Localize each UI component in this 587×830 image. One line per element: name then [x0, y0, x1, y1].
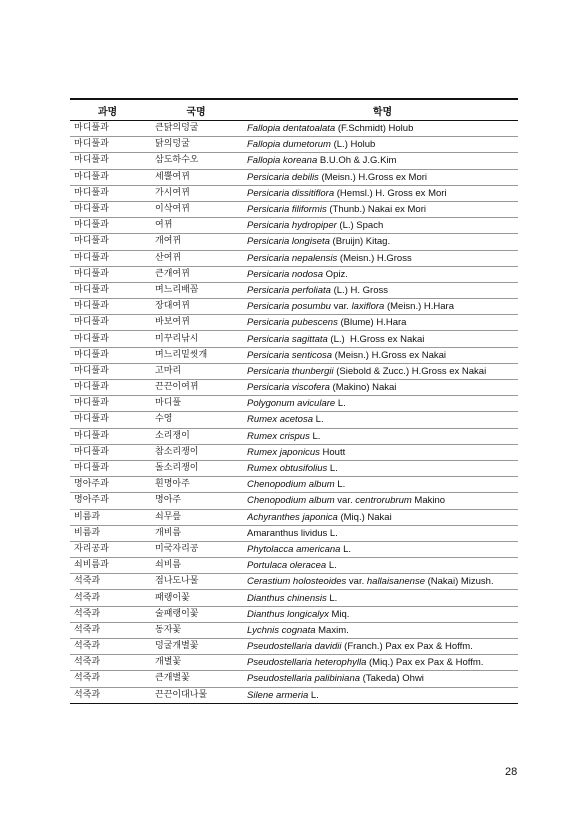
- cell-scientific-name: [247, 428, 518, 444]
- table-row: [70, 169, 518, 185]
- scientific-name-text: Makino: [411, 495, 446, 507]
- table-row: [70, 234, 518, 250]
- scientific-name-italic: Silene armeria: [247, 689, 309, 701]
- scientific-name-italic: Rumex japonicus: [247, 446, 320, 458]
- scientific-name-text: L.: [335, 398, 346, 410]
- table-row: [70, 509, 518, 525]
- cell-scientific-name: [247, 590, 518, 606]
- cell-korean-name: 삼도하수오: [145, 153, 247, 169]
- cell-family: 명아주과: [70, 493, 145, 509]
- table-row: [70, 428, 518, 444]
- scientific-name-text: L.: [327, 463, 338, 475]
- cell-family: 쇠비름과: [70, 558, 145, 574]
- cell-family: 석죽과: [70, 639, 145, 655]
- cell-family: 마디풀과: [70, 428, 145, 444]
- scientific-name-italic: Persicaria filiformis: [247, 204, 327, 216]
- cell-scientific-name: [247, 250, 518, 266]
- scientific-name-text: (Miq.) Pax ex Pax & Hoffm.: [366, 657, 484, 669]
- scientific-name-text: L.: [334, 479, 346, 491]
- cell-family: 석죽과: [70, 622, 145, 638]
- cell-scientific-name: [247, 234, 518, 250]
- scientific-name-text: Opiz.: [323, 268, 348, 280]
- cell-scientific-name: [247, 509, 518, 525]
- header-korean-name: 국명: [145, 99, 247, 121]
- cell-family: 마디풀과: [70, 234, 145, 250]
- cell-korean-name: 덩굴개별꽃: [145, 639, 247, 655]
- scientific-name-italic: Dianthus chinensis: [247, 592, 327, 604]
- cell-korean-name: 미꾸리낚시: [145, 331, 247, 347]
- scientific-name-italic: Dianthus longicalyx: [247, 608, 329, 620]
- cell-family: 마디풀과: [70, 201, 145, 217]
- scientific-name-text: B.U.Oh & J.G.Kim: [317, 155, 397, 167]
- scientific-name-text: var.: [346, 576, 367, 588]
- cell-korean-name: 수영: [145, 412, 247, 428]
- scientific-name-italic: Persicaria hydropiper: [247, 220, 337, 232]
- table-row: [70, 218, 518, 234]
- scientific-name-italic: Rumex acetosa: [247, 414, 314, 426]
- cell-korean-name: 미국자리공: [145, 541, 247, 557]
- scientific-name-italic: Persicaria dissitiflora: [247, 187, 335, 199]
- cell-family: 자리공과: [70, 541, 145, 557]
- cell-korean-name: 흰명아주: [145, 477, 247, 493]
- cell-korean-name: 개여뀌: [145, 234, 247, 250]
- scientific-name-text: L.: [309, 430, 321, 442]
- cell-korean-name: 술패랭이꽃: [145, 606, 247, 622]
- cell-scientific-name: [247, 380, 518, 396]
- cell-scientific-name: [247, 671, 518, 687]
- table-header: [70, 99, 518, 121]
- table-row: [70, 396, 518, 412]
- cell-korean-name: 끈끈이여뀌: [145, 380, 247, 396]
- scientific-name-italic: Pseudostellaria davidii: [247, 641, 342, 653]
- cell-korean-name: 산여뀌: [145, 250, 247, 266]
- scientific-name-text: L.: [313, 414, 324, 426]
- cell-korean-name: 큰개별꽃: [145, 671, 247, 687]
- table-row: [70, 622, 518, 638]
- cell-korean-name: 동자꽃: [145, 622, 247, 638]
- cell-scientific-name: [247, 606, 518, 622]
- scientific-name-italic: Cerastium holosteoides: [247, 576, 347, 588]
- cell-korean-name: 큰개여뀌: [145, 266, 247, 282]
- table-row: [70, 121, 518, 137]
- cell-scientific-name: [247, 396, 518, 412]
- scientific-name-italic: Persicaria perfoliata: [247, 284, 331, 296]
- cell-family: 마디풀과: [70, 169, 145, 185]
- cell-korean-name: 쇠무릎: [145, 509, 247, 525]
- cell-scientific-name: [247, 218, 518, 234]
- cell-scientific-name: [247, 363, 518, 379]
- cell-scientific-name: [247, 558, 518, 574]
- scientific-name-text: L.: [326, 592, 338, 604]
- scientific-name-text: (L.) Holub: [330, 139, 376, 151]
- cell-scientific-name: [247, 153, 518, 169]
- scientific-name-text: (Meisn.) H.Hara: [384, 301, 454, 313]
- scientific-name-italic: Fallopia dentatoalata: [247, 123, 336, 135]
- table-row: [70, 201, 518, 217]
- scientific-name-italic: Persicaria debilis: [247, 171, 319, 183]
- table-row: [70, 299, 518, 315]
- cell-korean-name: 끈끈이대나물: [145, 687, 247, 703]
- scientific-name-italic: Persicaria posumbu: [247, 301, 331, 313]
- table-row: [70, 477, 518, 493]
- species-table-wrapper: [70, 98, 518, 704]
- cell-korean-name: 세뿔여뀌: [145, 169, 247, 185]
- header-family: 과명: [70, 99, 145, 121]
- table-row: [70, 460, 518, 476]
- cell-family: 석죽과: [70, 574, 145, 590]
- cell-korean-name: 명아주: [145, 493, 247, 509]
- cell-family: 마디풀과: [70, 347, 145, 363]
- cell-family: 비름과: [70, 525, 145, 541]
- cell-family: 석죽과: [70, 687, 145, 703]
- cell-scientific-name: [247, 655, 518, 671]
- page-number: 28: [505, 766, 518, 778]
- cell-korean-name: 가시여뀌: [145, 185, 247, 201]
- cell-scientific-name: [247, 412, 518, 428]
- cell-family: 마디풀과: [70, 185, 145, 201]
- table-row: [70, 380, 518, 396]
- scientific-name-text: Miq.: [328, 608, 350, 620]
- scientific-name-italic: Chenopodium album: [247, 479, 335, 491]
- scientific-name-text: Amaranthus lividus L.: [247, 527, 338, 539]
- table-row: [70, 412, 518, 428]
- table-row: [70, 671, 518, 687]
- cell-family: 비름과: [70, 509, 145, 525]
- scientific-name-italic: Pseudostellaria palibiniana: [247, 673, 361, 685]
- cell-family: 마디풀과: [70, 282, 145, 298]
- cell-korean-name: 개별꽃: [145, 655, 247, 671]
- cell-family: 석죽과: [70, 671, 145, 687]
- cell-family: 마디풀과: [70, 137, 145, 153]
- scientific-name-italic: Lychnis cognata: [247, 624, 316, 636]
- cell-scientific-name: [247, 493, 518, 509]
- scientific-name-italic: Persicaria nepalensis: [247, 252, 338, 264]
- cell-korean-name: 큰닭의덩굴: [145, 121, 247, 137]
- scientific-name-italic: Persicaria longiseta: [247, 236, 330, 248]
- cell-korean-name: 패랭이꽃: [145, 590, 247, 606]
- scientific-name-italic: Rumex obtusifolius: [247, 463, 328, 475]
- scientific-name-text: (Nakai) Mizush.: [424, 576, 494, 588]
- table-row: [70, 266, 518, 282]
- cell-family: 석죽과: [70, 606, 145, 622]
- cell-family: 마디풀과: [70, 266, 145, 282]
- cell-family: 마디풀과: [70, 250, 145, 266]
- cell-family: 마디풀과: [70, 153, 145, 169]
- cell-scientific-name: [247, 282, 518, 298]
- scientific-name-italic: Fallopia dumetorum: [247, 139, 331, 151]
- scientific-name-italic: Phytolacca americana: [247, 543, 341, 555]
- scientific-name-italic: Achyranthes japonica: [247, 511, 338, 523]
- cell-scientific-name: [247, 201, 518, 217]
- scientific-name-italic: Portulaca oleracea: [247, 560, 327, 572]
- cell-scientific-name: [247, 169, 518, 185]
- cell-scientific-name: [247, 525, 518, 541]
- table-row: [70, 687, 518, 703]
- scientific-name-italic: Persicaria sagittata: [247, 333, 328, 345]
- table-row: [70, 137, 518, 153]
- cell-korean-name: 며느리배꼽: [145, 282, 247, 298]
- scientific-name-text: (Bruijn) Kitag.: [329, 236, 391, 248]
- cell-family: 석죽과: [70, 655, 145, 671]
- scientific-name-text: L.: [308, 689, 319, 701]
- cell-korean-name: 장대여뀌: [145, 299, 247, 315]
- scientific-name-text: L.: [326, 560, 337, 572]
- scientific-name-text: Maxim.: [315, 624, 349, 636]
- table-row: [70, 655, 518, 671]
- table-row: [70, 606, 518, 622]
- scientific-name-text: (L.) H.Gross ex Nakai: [327, 333, 425, 345]
- scientific-name-italic: centrorubrum: [355, 495, 412, 507]
- scientific-name-text: (Miq.) Nakai: [337, 511, 392, 523]
- scientific-name-text: var.: [334, 495, 356, 507]
- cell-korean-name: 쇠비름: [145, 558, 247, 574]
- cell-family: 마디풀과: [70, 299, 145, 315]
- cell-family: 마디풀과: [70, 460, 145, 476]
- cell-family: 마디풀과: [70, 444, 145, 460]
- scientific-name-italic: Persicaria viscofera: [247, 382, 330, 394]
- scientific-name-italic: Rumex crispus: [247, 430, 310, 442]
- table-row: [70, 282, 518, 298]
- scientific-name-text: (Takeda) Ohwi: [360, 673, 424, 685]
- cell-scientific-name: [247, 121, 518, 137]
- cell-scientific-name: [247, 266, 518, 282]
- cell-family: 마디풀과: [70, 315, 145, 331]
- table-row: [70, 541, 518, 557]
- cell-family: 석죽과: [70, 590, 145, 606]
- table-row: [70, 185, 518, 201]
- scientific-name-text: (Meisn.) H.Gross: [337, 252, 412, 264]
- table-row: [70, 315, 518, 331]
- scientific-name-text: (Thunb.) Nakai ex Mori: [326, 204, 426, 216]
- scientific-name-italic: Fallopia koreana: [247, 155, 318, 167]
- cell-family: 마디풀과: [70, 412, 145, 428]
- cell-scientific-name: [247, 315, 518, 331]
- cell-family: 마디풀과: [70, 380, 145, 396]
- cell-scientific-name: [247, 444, 518, 460]
- cell-family: 마디풀과: [70, 121, 145, 137]
- cell-korean-name: 바보여뀌: [145, 315, 247, 331]
- scientific-name-text: (L.) H. Gross: [330, 284, 388, 296]
- table-row: [70, 153, 518, 169]
- cell-family: 마디풀과: [70, 363, 145, 379]
- cell-family: 마디풀과: [70, 396, 145, 412]
- scientific-name-italic: Persicaria pubescens: [247, 317, 338, 329]
- scientific-name-italic: hallaisanense: [366, 576, 425, 588]
- cell-korean-name: 이삭여뀌: [145, 201, 247, 217]
- scientific-name-text: (Blume) H.Hara: [337, 317, 407, 329]
- scientific-name-italic: Chenopodium album: [247, 495, 335, 507]
- scientific-name-text: (Siebold & Zucc.) H.Gross ex Nakai: [333, 365, 487, 377]
- scientific-name-text: (L.) Spach: [336, 220, 384, 232]
- table-row: [70, 444, 518, 460]
- cell-scientific-name: [247, 639, 518, 655]
- cell-scientific-name: [247, 460, 518, 476]
- header-row: [70, 99, 518, 121]
- table-row: [70, 347, 518, 363]
- table-row: [70, 331, 518, 347]
- cell-korean-name: 참소리쟁이: [145, 444, 247, 460]
- scientific-name-text: (Franch.) Pax ex Pax & Hoffm.: [341, 641, 473, 653]
- species-table: [70, 98, 518, 704]
- scientific-name-text: (Makino) Nakai: [329, 382, 397, 394]
- cell-korean-name: 돌소리쟁이: [145, 460, 247, 476]
- scientific-name-text: (Meisn.) H.Gross ex Mori: [318, 171, 428, 183]
- table-row: [70, 590, 518, 606]
- table-row: [70, 558, 518, 574]
- cell-korean-name: 점나도나물: [145, 574, 247, 590]
- scientific-name-text: (Hemsl.) H. Gross ex Mori: [334, 187, 447, 199]
- cell-scientific-name: [247, 574, 518, 590]
- cell-korean-name: 마디풀: [145, 396, 247, 412]
- cell-korean-name: 소리쟁이: [145, 428, 247, 444]
- scientific-name-text: Houtt: [319, 446, 346, 458]
- cell-korean-name: 고마리: [145, 363, 247, 379]
- cell-korean-name: 여뀌: [145, 218, 247, 234]
- cell-scientific-name: [247, 541, 518, 557]
- table-row: [70, 639, 518, 655]
- table-row: [70, 250, 518, 266]
- cell-korean-name: 며느리밑씻개: [145, 347, 247, 363]
- scientific-name-italic: Persicaria thunbergii: [247, 365, 334, 377]
- scientific-name-italic: Pseudostellaria heterophylla: [247, 657, 367, 669]
- scientific-name-italic: Persicaria nodosa: [247, 268, 324, 280]
- scientific-name-text: (F.Schmidt) Holub: [335, 123, 414, 135]
- table-row: [70, 493, 518, 509]
- cell-scientific-name: [247, 347, 518, 363]
- scientific-name-text: L.: [340, 543, 352, 555]
- cell-korean-name: 닭의덩굴: [145, 137, 247, 153]
- cell-family: 마디풀과: [70, 218, 145, 234]
- table-row: [70, 363, 518, 379]
- cell-family: 마디풀과: [70, 331, 145, 347]
- cell-family: 명아주과: [70, 477, 145, 493]
- cell-scientific-name: [247, 477, 518, 493]
- scientific-name-text: (Meisn.) H.Gross ex Nakai: [332, 349, 447, 361]
- cell-scientific-name: [247, 137, 518, 153]
- scientific-name-italic: Polygonum aviculare: [247, 398, 336, 410]
- header-scientific-name: 학명: [247, 99, 518, 121]
- table-body: [70, 121, 518, 704]
- scientific-name-italic: laxiflora: [351, 301, 385, 313]
- cell-scientific-name: [247, 622, 518, 638]
- table-row: [70, 525, 518, 541]
- cell-korean-name: 개비름: [145, 525, 247, 541]
- scientific-name-italic: Persicaria senticosa: [247, 349, 333, 361]
- cell-scientific-name: [247, 331, 518, 347]
- table-row: [70, 574, 518, 590]
- cell-scientific-name: [247, 687, 518, 703]
- cell-scientific-name: [247, 299, 518, 315]
- cell-scientific-name: [247, 185, 518, 201]
- scientific-name-text: var.: [330, 301, 352, 313]
